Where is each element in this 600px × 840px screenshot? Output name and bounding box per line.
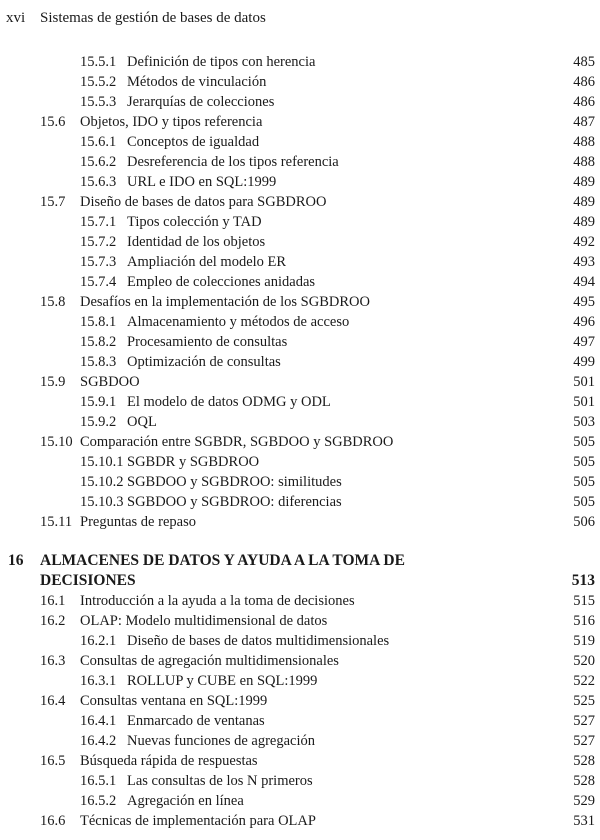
section-title: Comparación entre SGBDR, SGBDOO y SGBDROO <box>80 434 394 450</box>
page-number: 489 <box>573 194 595 210</box>
page-number: 525 <box>573 693 595 709</box>
toc-entry[interactable] <box>0 152 600 172</box>
section-title: Las consultas de los N primeros <box>127 773 313 789</box>
toc-entry[interactable] <box>0 811 600 831</box>
page-number: 488 <box>573 154 595 170</box>
toc-entry[interactable] <box>0 791 600 811</box>
toc-entry[interactable] <box>0 72 600 92</box>
section-title: Ampliación del modelo ER <box>127 254 287 270</box>
page-number: 519 <box>573 633 595 649</box>
section-title: Preguntas de repaso <box>80 514 196 530</box>
section-number: 15.8.3 <box>80 354 117 370</box>
page-number: 501 <box>573 374 595 390</box>
toc-entry[interactable] <box>0 352 600 372</box>
page-number: 486 <box>573 94 595 110</box>
section-title: Diseño de bases de datos para SGBDROO <box>80 194 327 210</box>
page-number: 528 <box>573 753 595 769</box>
section-title: Diseño de bases de datos multidimensionales <box>127 633 390 649</box>
toc-entry[interactable] <box>0 452 600 472</box>
page-number: xvi <box>6 10 26 26</box>
section-title: Nuevas funciones de agregación <box>127 733 316 749</box>
section-title: Conceptos de igualdad <box>127 134 260 150</box>
toc-entry[interactable] <box>0 591 600 611</box>
page-number: 494 <box>573 274 595 290</box>
section-number: 15.8.1 <box>80 314 117 330</box>
section-title: Identidad de los objetos <box>127 234 266 250</box>
page-number: 499 <box>573 354 595 370</box>
toc-entry[interactable] <box>0 232 600 252</box>
toc-entry[interactable] <box>0 92 600 112</box>
toc-entry[interactable] <box>0 731 600 751</box>
section-title: ROLLUP y CUBE en SQL:1999 <box>127 673 318 689</box>
section-title: SGBDOO y SGBDROO: diferencias <box>127 494 342 510</box>
page-number: 505 <box>573 494 595 510</box>
chapter-16-heading[interactable] <box>0 551 600 591</box>
section-title: Agregación en línea <box>127 793 244 809</box>
section-number: 15.7.1 <box>80 214 117 230</box>
section-title: Desafíos en la implementación de los SGBDROO <box>80 294 370 310</box>
page-number: 495 <box>573 294 595 310</box>
page-number: 489 <box>573 174 595 190</box>
toc-entry[interactable] <box>0 312 600 332</box>
section-number: 15.11 <box>40 514 73 530</box>
page-number: 527 <box>573 713 595 729</box>
section-number: 15.5.2 <box>80 74 117 90</box>
section-number: 15.7.2 <box>80 234 117 250</box>
section-title: Búsqueda rápida de respuestas <box>80 753 258 769</box>
section-number: 15.7 <box>40 194 66 210</box>
toc-entry[interactable] <box>0 671 600 691</box>
toc-entry[interactable] <box>0 52 600 72</box>
section-title: Introducción a la ayuda a la toma de decisiones <box>80 593 355 609</box>
page-number: 501 <box>573 394 595 410</box>
section-title: Tipos colección y TAD <box>127 214 262 230</box>
section-title: Empleo de colecciones anidadas <box>127 274 316 290</box>
page-number: 503 <box>573 414 595 430</box>
page-number: 497 <box>573 334 595 350</box>
section-number: 15.9.1 <box>80 394 117 410</box>
toc-entry[interactable] <box>0 432 600 452</box>
toc-entry[interactable] <box>0 472 600 492</box>
section-title: SGBDR y SGBDROO <box>127 454 260 470</box>
toc-block-chapter-16 <box>0 591 600 831</box>
section-number: 15.7.4 <box>80 274 117 290</box>
section-number: 15.10.3 <box>80 494 124 510</box>
page-number: 520 <box>573 653 595 669</box>
page-number: 493 <box>573 254 595 270</box>
toc-entry[interactable] <box>0 332 600 352</box>
section-title: Enmarcado de ventanas <box>127 713 265 729</box>
section-title: Optimización de consultas <box>127 354 281 370</box>
section-number: 16.2.1 <box>80 633 117 649</box>
toc-entry[interactable] <box>0 512 600 532</box>
section-number: 15.10.1 <box>80 454 124 470</box>
section-number: 16.4.2 <box>80 733 117 749</box>
toc-entry[interactable] <box>0 771 600 791</box>
section-number: 15.8.2 <box>80 334 117 350</box>
section-number: 16.4 <box>40 693 66 709</box>
toc-entry[interactable] <box>0 711 600 731</box>
section-number: 15.6.1 <box>80 134 117 150</box>
toc-entry[interactable] <box>0 212 600 232</box>
page-number: 492 <box>573 234 595 250</box>
chapter-title-line1: ALMACENES DE DATOS Y AYUDA A LA TOMA DE <box>40 552 405 569</box>
chapter-page: 513 <box>571 572 595 589</box>
page-number: 529 <box>573 793 595 809</box>
toc-entry[interactable] <box>0 252 600 272</box>
section-number: 16.5.1 <box>80 773 117 789</box>
section-title: SGBDOO <box>80 374 140 390</box>
section-number: 15.9.2 <box>80 414 117 430</box>
section-number: 15.7.3 <box>80 254 117 270</box>
section-title: Definición de tipos con herencia <box>127 54 316 70</box>
page-number: 528 <box>573 773 595 789</box>
section-number: 16.3 <box>40 653 66 669</box>
toc-entry[interactable] <box>0 292 600 312</box>
section-number: 15.5.3 <box>80 94 117 110</box>
toc-entry[interactable] <box>0 272 600 292</box>
section-title: Procesamiento de consultas <box>127 334 288 350</box>
section-number: 16.2 <box>40 613 66 629</box>
section-title: URL e IDO en SQL:1999 <box>127 174 277 190</box>
toc-block-chapter-15 <box>0 52 600 532</box>
section-title: OLAP: Modelo multidimensional de datos <box>80 613 328 629</box>
section-title: Técnicas de implementación para OLAP <box>80 813 316 829</box>
page-number: 485 <box>573 54 595 70</box>
page-number: 516 <box>573 613 595 629</box>
toc-entry[interactable] <box>0 492 600 512</box>
page-number: 496 <box>573 314 595 330</box>
section-number: 15.6 <box>40 114 66 130</box>
toc-entry[interactable] <box>0 132 600 152</box>
page-number: 522 <box>573 673 595 689</box>
toc-entry[interactable] <box>0 691 600 711</box>
section-title: Almacenamiento y métodos de acceso <box>127 314 350 330</box>
toc-entry[interactable] <box>0 172 600 192</box>
page-number: 531 <box>573 813 595 829</box>
toc-entry[interactable] <box>0 392 600 412</box>
section-title: Consultas ventana en SQL:1999 <box>80 693 268 709</box>
section-number: 15.10 <box>40 434 73 450</box>
chapter-number: 16 <box>8 552 24 569</box>
section-number: 15.5.1 <box>80 54 117 70</box>
toc-entry[interactable] <box>0 372 600 392</box>
page-number: 515 <box>573 593 595 609</box>
section-number: 15.9 <box>40 374 66 390</box>
page-number: 505 <box>573 434 595 450</box>
page-number: 488 <box>573 134 595 150</box>
section-number: 15.8 <box>40 294 66 310</box>
toc-entry[interactable] <box>0 751 600 771</box>
section-title: Objetos, IDO y tipos referencia <box>80 114 263 130</box>
section-number: 15.10.2 <box>80 474 124 490</box>
chapter-title-line2: DECISIONES <box>40 572 136 589</box>
page-number: 486 <box>573 74 595 90</box>
toc-entry[interactable] <box>0 192 600 212</box>
section-title: SGBDOO y SGBDROO: similitudes <box>127 474 342 490</box>
section-title: OQL <box>127 414 157 430</box>
page-number: 505 <box>573 474 595 490</box>
section-number: 16.5.2 <box>80 793 117 809</box>
page-number: 506 <box>573 514 595 530</box>
section-title: Métodos de vinculación <box>127 74 267 90</box>
section-number: 16.5 <box>40 753 66 769</box>
toc-entry[interactable] <box>0 412 600 432</box>
toc-entry[interactable] <box>0 611 600 631</box>
page-number: 487 <box>573 114 595 130</box>
page-number: 489 <box>573 214 595 230</box>
section-number: 15.6.3 <box>80 174 117 190</box>
section-title: El modelo de datos ODMG y ODL <box>127 394 331 410</box>
section-title: Desreferencia de los tipos referencia <box>127 154 339 170</box>
section-number: 16.6 <box>40 813 66 829</box>
section-title: Consultas de agregación multidimensionales <box>80 653 339 669</box>
section-number: 16.4.1 <box>80 713 117 729</box>
toc-entry[interactable] <box>0 112 600 132</box>
running-title: Sistemas de gestión de bases de datos <box>40 10 266 26</box>
section-number: 15.6.2 <box>80 154 117 170</box>
section-number: 16.1 <box>40 593 66 609</box>
page-number: 505 <box>573 454 595 470</box>
toc-entry[interactable] <box>0 631 600 651</box>
section-number: 16.3.1 <box>80 673 117 689</box>
section-title: Jerarquías de colecciones <box>127 94 275 110</box>
page-number: 527 <box>573 733 595 749</box>
toc-entry[interactable] <box>0 651 600 671</box>
running-header <box>6 8 266 28</box>
